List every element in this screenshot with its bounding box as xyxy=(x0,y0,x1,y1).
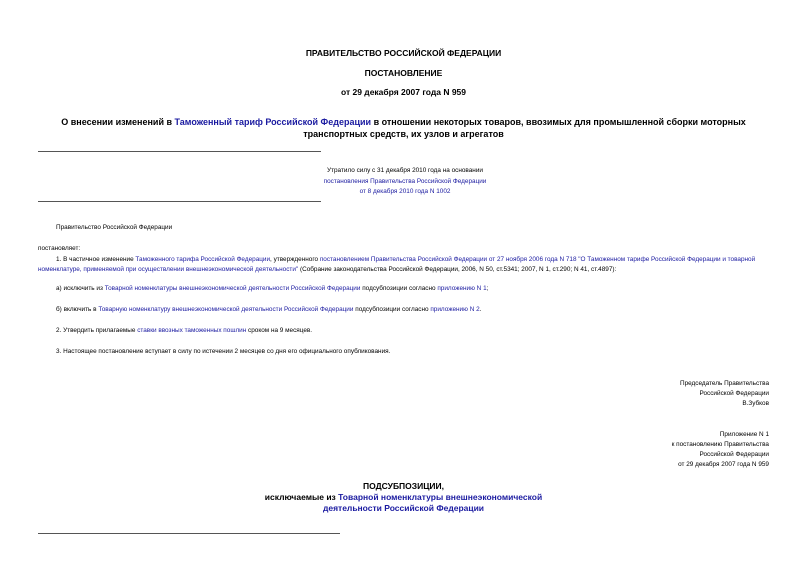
divider-bottom xyxy=(38,201,321,202)
paragraph-1 xyxy=(38,255,769,275)
tn-ved-link-b[interactable]: Товарную номенклатуру внешнеэкономической деятельности Российской Федерации xyxy=(98,306,354,313)
appendix-2-link[interactable]: приложению N 2 xyxy=(430,306,480,313)
paragraph-b-text: б) включить в xyxy=(56,306,99,313)
paragraph-b-text: подсубпозиции согласно xyxy=(353,306,431,313)
appendix-ref: к постановлению Правительства xyxy=(671,441,769,448)
paragraph-a xyxy=(56,284,488,294)
signature-name: В.Зубков xyxy=(742,400,769,407)
paragraph-2-text: 2. Утвердить прилагаемые xyxy=(56,327,138,334)
paragraph-b xyxy=(56,305,481,315)
intro-text: Правительство Российской Федерации xyxy=(56,224,173,231)
resolves-text: постановляет: xyxy=(38,245,81,252)
repeal-decree-date-link[interactable]: от 8 декабря 2010 года N 1002 xyxy=(359,188,451,195)
subpositions-subheading-2 xyxy=(0,503,807,514)
appendix-1-link[interactable]: приложению N 1 xyxy=(437,285,487,292)
subpositions-heading: ПОДСУБПОЗИЦИИ, xyxy=(362,481,445,491)
paragraph-1-text: (Собрание законодательства Российской Федерации, 2006, N 50, ст.5341; 2007, N 1, ст.290; N 41, ст.4897): xyxy=(298,266,617,273)
paragraph-2 xyxy=(56,326,312,336)
paragraph-2-text: сроком на 9 месяцев. xyxy=(246,327,313,334)
tn-ved-heading-link-2[interactable]: деятельности Российской Федерации xyxy=(322,503,485,513)
tn-ved-link-a[interactable]: Товарной номенклатуры внешнеэкономической деятельности Российской Федерации xyxy=(104,285,361,292)
signature-country: Российской Федерации xyxy=(699,390,769,397)
paragraph-a-text: ; xyxy=(486,285,489,292)
divider-top xyxy=(38,151,321,152)
paragraph-a-text: подсубпозиции согласно xyxy=(360,285,438,292)
appendix-date: от 29 декабря 2007 года N 959 xyxy=(678,461,769,468)
divider-footer xyxy=(38,533,340,534)
appendix-country: Российской Федерации xyxy=(699,451,769,458)
repeal-note-text: Утратило силу с 31 декабря 2010 года на основании xyxy=(327,167,483,174)
repeal-note xyxy=(300,166,510,198)
appendix-number: Приложение N 1 xyxy=(719,431,769,438)
doc-type-heading: ПОСТАНОВЛЕНИЕ xyxy=(364,68,443,78)
signature-position: Председатель Правительства xyxy=(680,380,769,387)
paragraph-b-text: . xyxy=(479,306,482,313)
paragraph-1-text: , утвержденного xyxy=(270,256,320,263)
duty-rates-link[interactable]: ставки ввозных таможенных пошлин xyxy=(137,327,247,334)
tn-ved-heading-link[interactable]: Товарной номенклатуры внешнеэкономической xyxy=(338,492,543,502)
paragraph-1-text: 1. В частичное изменение xyxy=(56,256,136,263)
title-text-pre: О внесении изменений в xyxy=(61,117,175,127)
decree-date: от 29 декабря 2007 года N 959 xyxy=(340,87,467,97)
customs-tariff-ref-link[interactable]: Таможенного тарифа Российской Федерации xyxy=(135,256,271,263)
paragraph-3: 3. Настоящее постановление вступает в силу по истечении 2 месяцев со дня его официального опубликования. xyxy=(56,348,391,355)
appendix-block xyxy=(569,430,769,470)
title-text-post: в отношении некоторых товаров, ввозимых для промышленной сборки моторных транспортных средств, их узлов и агрегатов xyxy=(303,117,746,139)
signature-block xyxy=(569,379,769,409)
decree-718-link[interactable]: постановлением Правительства Российской Федерации от 27 ноября 2006 года N 718 "О Таможенном тарифе Российской Федерации и товарной номенклатуре, применяемой при осуществлении внешнеэкономической деятельности" xyxy=(38,256,756,273)
paragraph-a-text: а) исключить из xyxy=(56,285,105,292)
repeal-decree-link[interactable]: постановления Правительства Российской Федерации xyxy=(323,177,487,185)
customs-tariff-link[interactable]: Таможенный тариф Российской Федерации xyxy=(174,117,372,127)
subpositions-subheading xyxy=(0,492,807,503)
decree-title xyxy=(50,116,757,140)
subpositions-subheading-text: исключаемые из xyxy=(264,492,339,502)
government-heading: ПРАВИТЕЛЬСТВО РОССИЙСКОЙ ФЕДЕРАЦИИ xyxy=(305,48,502,58)
